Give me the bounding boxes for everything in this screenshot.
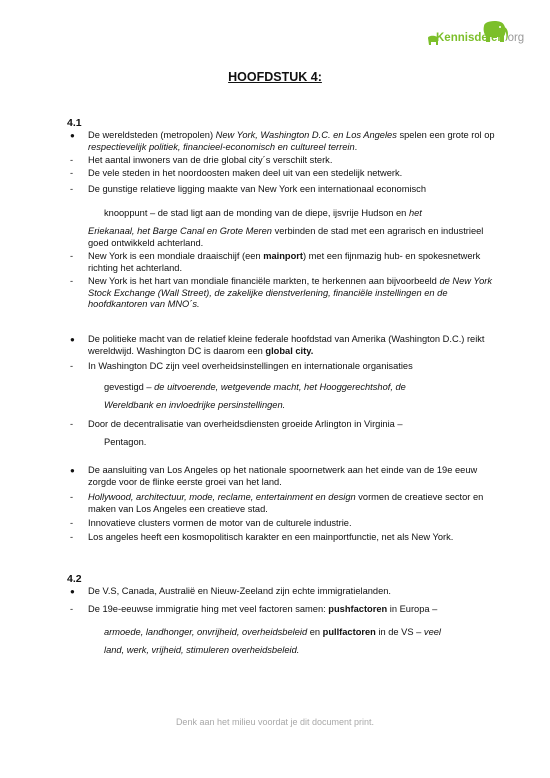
list-item: - New York is een mondiale draaischijf (een mainport) met een fijnmazig hub- en spokesnetwerk richting het achterland. (70, 251, 481, 273)
dash-marker: - (70, 155, 74, 165)
list-item: - Innovatieve clusters vormen de motor van de culturele industrie. (70, 518, 352, 528)
bullet-icon: ● (70, 131, 75, 140)
logo-text: Kennisdelen.org (436, 32, 525, 44)
list-item-continuation: Eriekanaal, het Barge Canal en Grote Meren verbinden de stad met een agrarisch en industrieel goed ontwikkeld achterland. (88, 226, 484, 248)
bullet-icon: ● (70, 466, 75, 475)
list-item-continuation: gevestigd – de uitvoerende, wetgevende macht, het Hooggerechtshof, de (104, 382, 406, 392)
bullet-icon: ● (70, 587, 75, 596)
list-item: - De gunstige relatieve ligging maakte van New York een internationaal economisch (70, 184, 426, 194)
section-heading-4-2: 4.2 (67, 573, 82, 585)
list-item: - Het aantal inwoners van de drie global city´s verschilt sterk. (70, 155, 333, 165)
dash-marker: - (70, 251, 74, 261)
list-item-continuation: armoede, landhonger, onvrijheid, overheidsbeleid en pullfactoren in de VS – veel (104, 627, 441, 637)
dash-marker: - (70, 492, 74, 502)
list-item: - In Washington DC zijn veel overheidsinstellingen en internationale organisaties (70, 361, 413, 371)
page-footer: Denk aan het milieu voordat je dit document print. (175, 717, 375, 727)
list-item-continuation: land, werk, vrijheid, stimuleren overheidsbeleid. (104, 645, 300, 655)
list-item-continuation: Wereldbank en invloedrijke persinstellingen. (104, 400, 286, 410)
dash-marker: - (70, 518, 74, 528)
list-item: ● De politieke macht van de relatief kleine federale hoofdstad van Amerika (Washington D.C.) reikt wereldwijd. Washington DC is daarom een global city. (70, 334, 485, 356)
dash-marker: - (70, 419, 74, 429)
dash-marker: - (70, 532, 74, 542)
list-item: ● De wereldsteden (metropolen) New York, Washington D.C. en Los Angeles spelen een grote rol op respectievelijk politiek, financieel-economisch en cultureel terrein. (70, 130, 495, 152)
dash-marker: - (70, 604, 74, 614)
dash-marker: - (70, 184, 74, 194)
chapter-title: HOOFDSTUK 4: (228, 70, 322, 84)
dash-marker: - (70, 276, 74, 286)
dash-marker: - (70, 361, 74, 371)
list-item-continuation: knooppunt – de stad ligt aan de monding van de diepe, ijsvrije Hudson en het (104, 208, 422, 218)
list-item: ● De aansluiting van Los Angeles op het nationale spoornetwerk aan het einde van de 19e eeuw zorgde voor de flinke eerste groei van het land. (70, 465, 478, 487)
dash-marker: - (70, 168, 74, 178)
list-item: - De vele steden in het noordoosten maken deel uit van een stedelijk netwerk. (70, 168, 403, 178)
bullet-icon: ● (70, 335, 75, 344)
kennisdelen-logo[interactable] (424, 18, 534, 52)
list-item-continuation: Pentagon. (104, 437, 147, 447)
list-item: - De 19e-eeuwse immigratie hing met veel factoren samen: pushfactoren in Europa – (70, 604, 438, 614)
list-item: - Hollywood, architectuur, mode, reclame, entertainment en design vormen de creatieve sector en maken van Los Angeles een creatieve stad. (70, 492, 484, 514)
list-item: - Door de decentralisatie van overheidsdiensten groeide Arlington in Virginia – (70, 419, 403, 429)
list-item: ● De V.S, Canada, Australië en Nieuw-Zeeland zijn echte immigratielanden. (70, 586, 392, 596)
section-heading-4-1: 4.1 (67, 117, 82, 129)
list-item: - Los angeles heeft een kosmopolitisch karakter en een mainportfunctie, net als New York. (70, 532, 454, 542)
list-item: - New York is het hart van mondiale financiële markten, te herkennen aan bijvoorbeeld de New York Stock Exchange (Wall Street), de zakelijke dienstverlening, financiële instellingen en de hoofdkantoren van MNO´s. (70, 276, 492, 310)
